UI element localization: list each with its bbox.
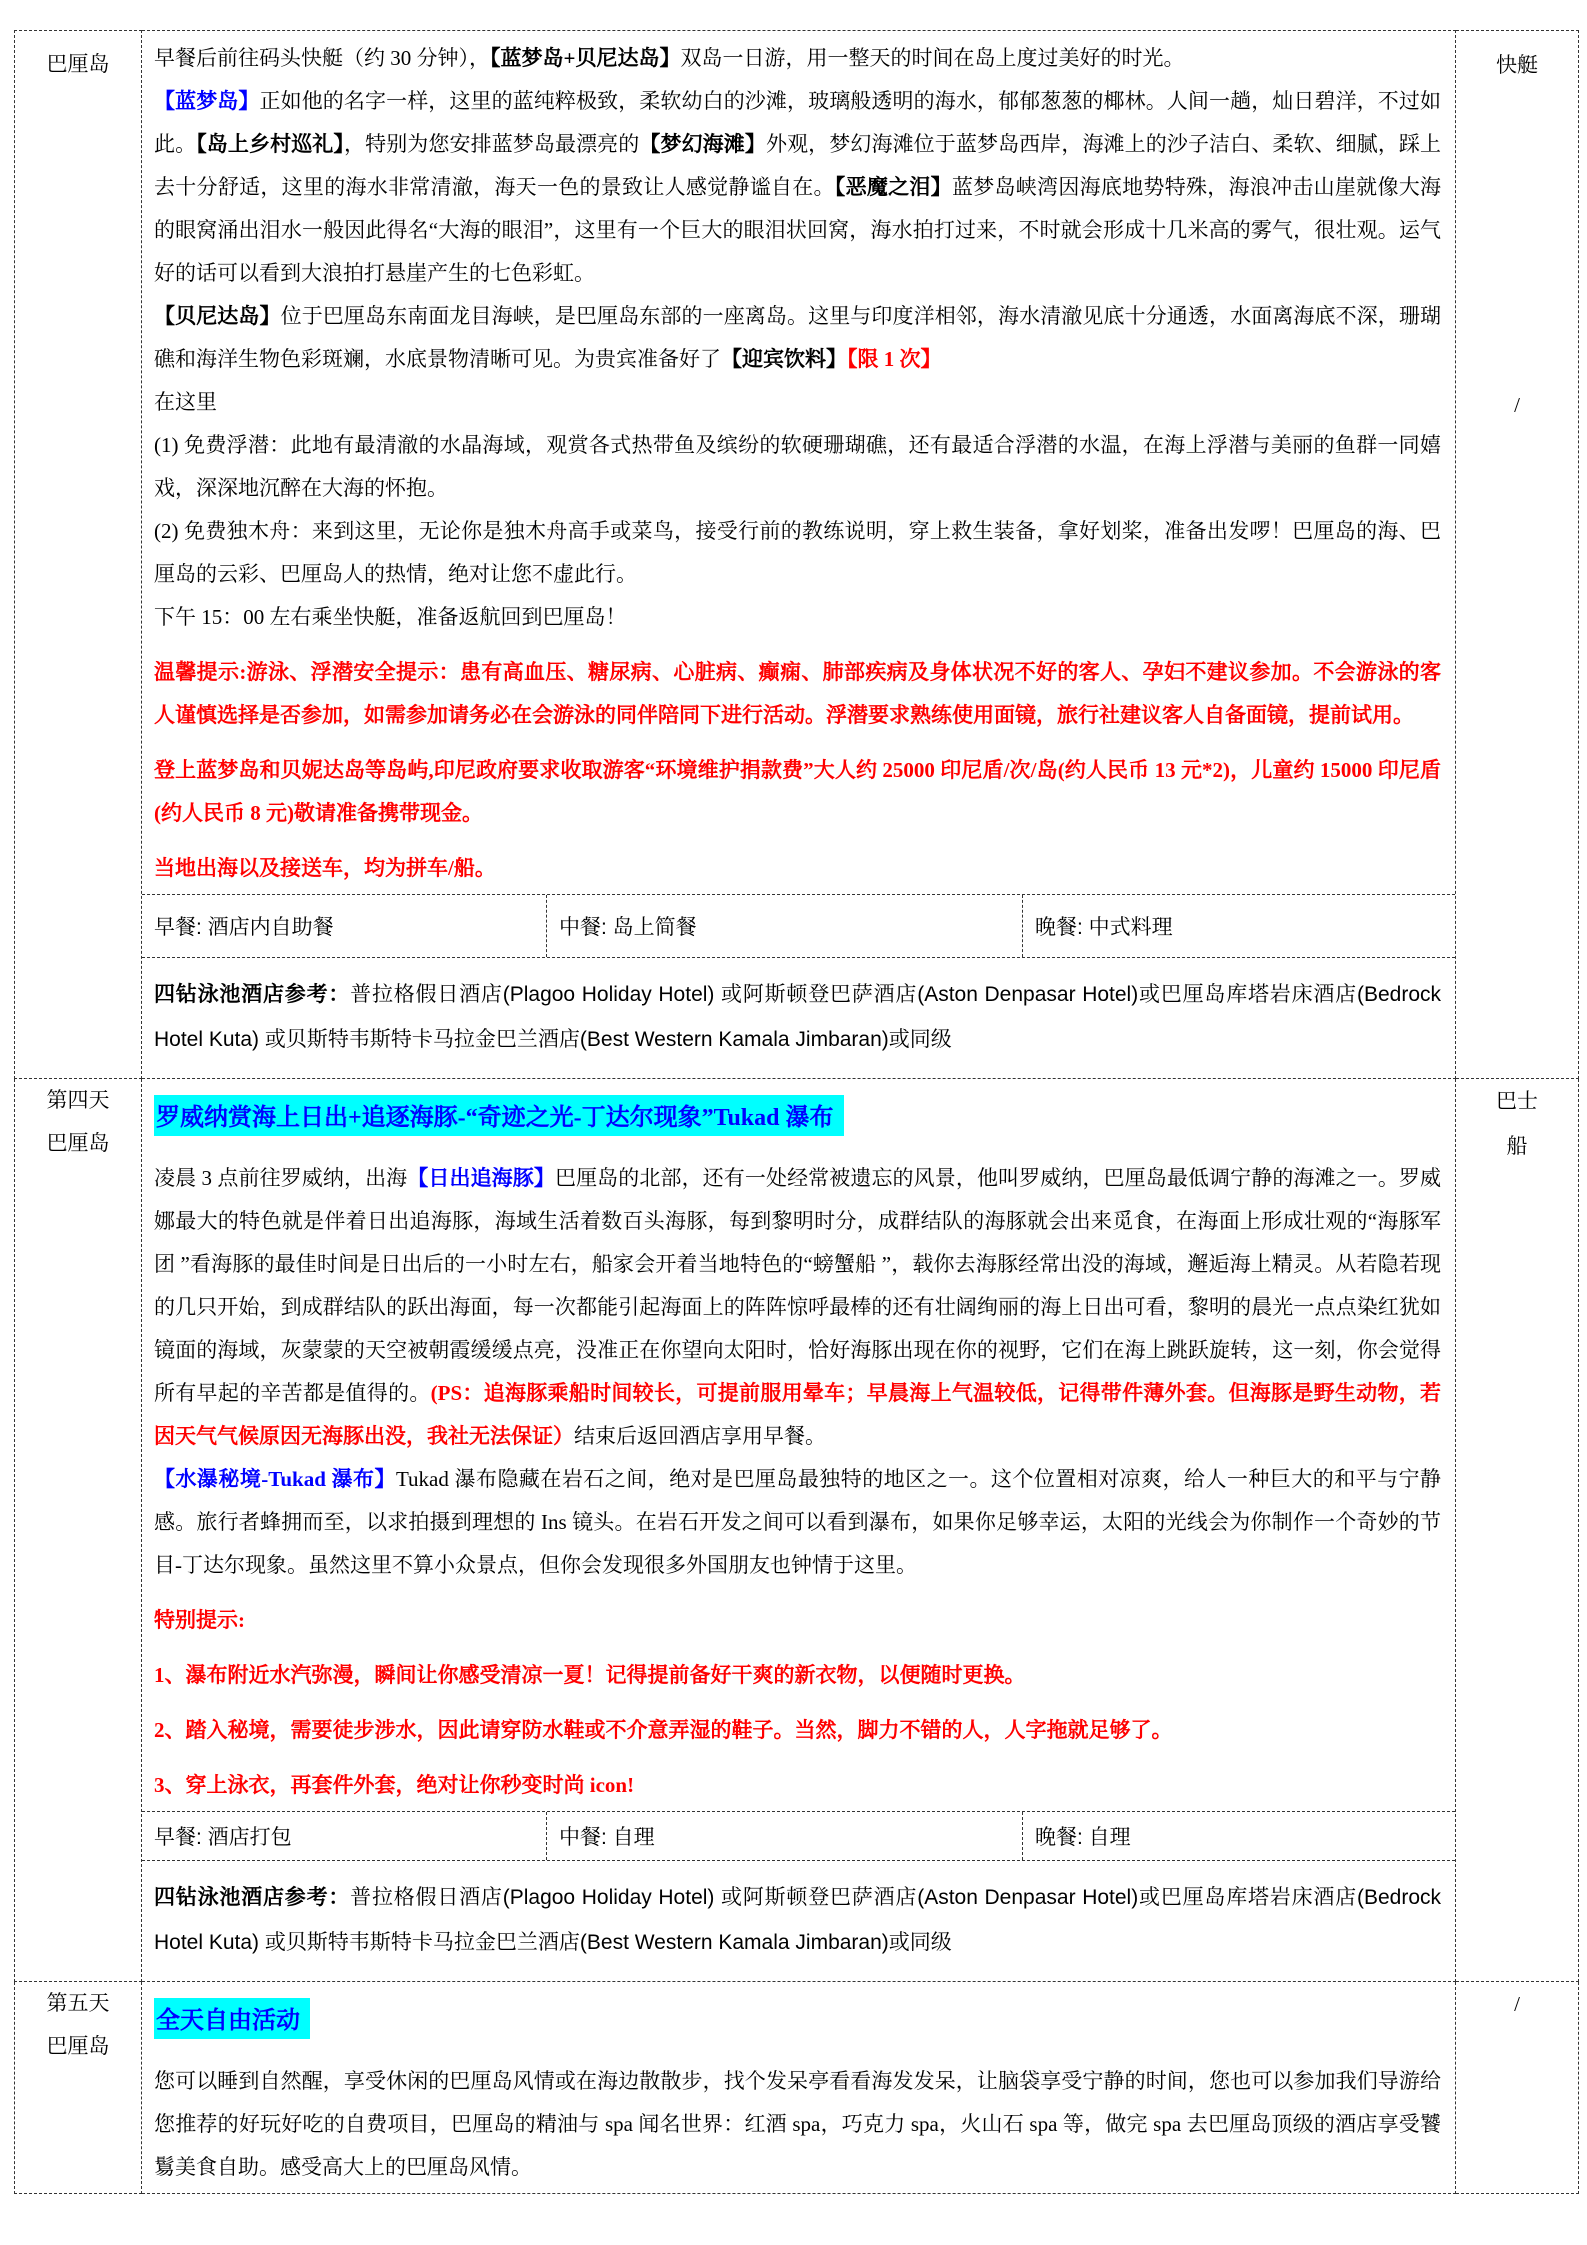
section-title — [154, 1093, 1441, 1143]
text-segment: 四钻泳池酒店参考： — [154, 983, 351, 1006]
text-segment: 【水瀑秘境-Tukad 瀑布】 — [154, 1467, 396, 1491]
text-line: 巴厘岛 — [46, 2034, 110, 2058]
text-line: 第四天 — [46, 1088, 110, 1112]
lunch-cell: 中餐: 岛上简餐 — [546, 895, 1022, 957]
paragraph — [154, 596, 1441, 639]
paragraph — [154, 2060, 1441, 2189]
paragraph — [154, 1599, 1441, 1642]
text-segment: 普拉格假日酒店(Plagoo Holiday Hotel) 或阿斯顿登巴萨酒店(Aston Denpasar Hotel)或巴厘岛库塔岩床酒店(Bedrock Hotel Kuta) 或贝斯特韦斯特卡马拉金巴兰酒店(Best Western Kamala Jimbaran)或同级 — [154, 983, 1441, 1051]
day-row-day4 — [15, 1079, 1579, 1982]
paragraph — [154, 37, 1441, 80]
text-segment: 【蓝梦岛+贝尼达岛】 — [490, 46, 681, 70]
text-segment: 双岛一日游，用一整天的时间在岛上度过美好的时光。 — [680, 46, 1185, 70]
text-segment: 温馨提示:游泳、浮潜安全提示：患有高血压、糖尿病、心脏病、癫痫、肺部疾病及身体状况不好的客人、孕妇不建议参加。不会游泳的客人谨慎选择是否参加，如需参加请务必在会游泳的同伴陪同下进行活动。浮潜要求熟练使用面镜，旅行社建议客人自备面镜，提前试用。 — [154, 660, 1441, 727]
text-segment: (2) 免费独木舟：来到这里，无论你是独木舟高手或菜鸟，接受行前的教练说明，穿上救生装备，拿好划桨，准备出发啰！巴厘岛的海、巴厘岛的云彩、巴厘岛人的热情，绝对让您不虚此行。 — [154, 519, 1441, 586]
text-segment: 特别提示: — [154, 1608, 245, 1632]
day-row-day5 — [15, 1982, 1579, 2194]
text-segment: 【迎宾饮料】 — [721, 347, 847, 371]
dinner-cell: 晚餐: 自理 — [1022, 1812, 1455, 1860]
text-segment: 【蓝梦岛】 — [154, 89, 260, 113]
breakfast-cell: 早餐: 酒店内自助餐 — [154, 916, 334, 939]
paragraph — [154, 80, 1441, 295]
day-label-cell — [15, 1079, 142, 1982]
itinerary-text — [142, 1982, 1455, 2193]
text-segment: 凌晨 3 点前往罗威纳，出海 — [154, 1166, 408, 1190]
paragraph — [154, 651, 1441, 737]
paragraph — [154, 1458, 1441, 1587]
transport-label — [1456, 31, 1578, 428]
text-segment: 【贝尼达岛】 — [154, 304, 281, 328]
text-segment: 登上蓝梦岛和贝妮达岛等岛屿,印尼政府要求收取游客“环境维护捐款费”大人约 25000 印尼盾/次/岛(约人民币 13 元*2)，儿童约 15000 印尼盾(约人民币 8 元)敬请准备携带现金。 — [154, 758, 1441, 825]
meals-row — [142, 894, 1455, 958]
text-segment: (1) 免费浮潜：此地有最清澈的水晶海域，观赏各式热带鱼及缤纷的软硬珊瑚礁，还有最适合浮潜的水温，在海上浮潜与美丽的鱼群一同嬉戏，深深地沉醉在大海的怀抱。 — [154, 433, 1441, 500]
text-segment: 【梦幻海滩】 — [639, 132, 766, 156]
transport-cell — [1456, 1982, 1579, 2194]
dinner-cell: 晚餐: 中式料理 — [1022, 895, 1455, 957]
section-title — [154, 1996, 1441, 2046]
day-label — [15, 1079, 141, 1165]
text-line: / — [1514, 1992, 1520, 2016]
breakfast-cell: 早餐: 酒店打包 — [154, 1826, 292, 1849]
paragraph — [154, 1764, 1441, 1807]
text-segment: 早餐后前往码头快艇（约 30 分钟）， — [154, 46, 490, 70]
paragraph — [154, 510, 1441, 596]
day-label — [15, 31, 141, 86]
paragraph — [154, 381, 1441, 424]
lunch-cell: 中餐: 自理 — [546, 1812, 1022, 1860]
text-segment: 全天自由活动 — [154, 1998, 310, 2039]
text-segment: 罗威纳赏海上日出+追逐海豚-“奇迹之光-丁达尔现象”Tukad 瀑布 — [154, 1095, 844, 1136]
transport-label — [1456, 1079, 1578, 1169]
text-segment: 【岛上乡村巡礼】 — [196, 132, 344, 156]
text-line: 快艇 — [1496, 53, 1538, 77]
text-segment: 【日出追海豚】 — [407, 1166, 555, 1190]
text-segment: 1、瀑布附近水汽弥漫，瞬间让你感受清凉一夏！记得提前备好干爽的新衣物，以便随时更换。 — [154, 1663, 1026, 1687]
paragraph — [154, 749, 1441, 835]
paragraph — [154, 1709, 1441, 1752]
text-segment: 蓝梦岛峡湾因海底地势特殊，海浪冲击山崖就像大海的眼窝涌出泪水一般因此得名“大海的眼泪”，这里有一个巨大的眼泪状回窝，海水拍打过来，不时就会形成十几米高的雾气，很壮观。运气好的话可以看到大浪拍打悬崖产生的七色彩虹。 — [154, 175, 1442, 285]
text-line: 巴士 — [1496, 1089, 1538, 1113]
text-segment: 外观，梦幻海滩位于蓝梦岛西岸，海滩上的沙子洁白、柔软、细腻，踩上去十分舒适，这里的海水非常清澈，海天一色的景致让人感觉静谧自在。 — [154, 132, 1442, 199]
meals-row — [142, 1811, 1455, 1861]
text-segment: 普拉格假日酒店(Plagoo Holiday Hotel) 或阿斯顿登巴萨酒店(Aston Denpasar Hotel)或巴厘岛库塔岩床酒店(Bedrock Hotel Kuta) 或贝斯特韦斯特卡马拉金巴兰酒店(Best Western Kamala Jimbaran)或同级 — [154, 1886, 1441, 1954]
text-segment: 在这里 — [154, 390, 217, 414]
text-segment: 2、踏入秘境，需要徒步涉水，因此请穿防水鞋或不介意弄湿的鞋子。当然，脚力不错的人，人字拖就足够了。 — [154, 1718, 1173, 1742]
day-row-bali-islands — [15, 31, 1579, 1079]
hotel-reference — [142, 1861, 1455, 1981]
text-segment: 【限 1 次】 — [847, 347, 942, 371]
text-line: 巴厘岛 — [46, 52, 110, 76]
itinerary-cell — [142, 1079, 1456, 1982]
text-segment: 当地出海以及接送车，均为拼车/船。 — [154, 856, 496, 880]
text-segment: Tukad 瀑布隐藏在岩石之间，绝对是巴厘岛最独特的地区之一。这个位置相对凉爽，给人一种巨大的和平与宁静感。旅行者蜂拥而至，以求拍摄到理想的 Ins 镜头。在岩石开发之间可以看到瀑布，如果你足够幸运，太阳的光线会为你制作一个奇妙的节目-丁达尔现象。虽然这里不算小众景点，但你会发现很多外国朋友也钟情于这里。 — [154, 1467, 1442, 1577]
text-line: 巴厘岛 — [46, 1131, 110, 1155]
transport-cell — [1456, 1079, 1579, 1982]
text-segment: 您可以睡到自然醒，享受休闲的巴厘岛风情或在海边散散步，找个发呆亭看看海发发呆，让脑袋享受宁静的时间，您也可以参加我们导游给您推荐的好玩好吃的自费项目，巴厘岛的精油与 spa 闻名世界：红酒 spa，巧克力 spa，火山石 spa 等，做完 spa 去巴厘岛顶级的酒店享受饕鬄美食自助。感受高大上的巴厘岛风情。 — [154, 2069, 1441, 2179]
day-label-cell — [15, 31, 142, 1079]
text-line: / — [1514, 393, 1520, 417]
itinerary-cell — [142, 31, 1456, 1079]
paragraph — [154, 1654, 1441, 1697]
text-segment: 正如他的名字一样，这里的蓝纯粹极致，柔软幼白的沙滩，玻璃般透明的海水，郁郁葱葱的椰林。人间一趟，灿日碧洋，不过如此。 — [154, 89, 1441, 156]
transport-cell — [1456, 31, 1579, 1079]
itinerary-cell — [142, 1982, 1456, 2194]
text-segment: (PS：追海豚乘船时间较长，可提前服用晕车；早晨海上气温较低，记得带件薄外套。但海豚是野生动物，若因天气气候原因无海豚出没，我社无法保证） — [154, 1381, 1442, 1448]
text-segment: 位于巴厘岛东南面龙目海峡，是巴厘岛东部的一座离岛。这里与印度洋相邻，海水清澈见底十分通透，水面离海底不深，珊瑚礁和海洋生物色彩斑斓，水底景物清晰可见。为贵宾准备好了 — [154, 304, 1442, 371]
itinerary-text — [142, 31, 1455, 894]
text-segment: 【恶魔之泪】 — [834, 175, 952, 199]
transport-label — [1456, 1982, 1578, 2027]
text-segment: 巴厘岛的北部，还有一处经常被遗忘的风景，他叫罗威纳，巴厘岛最低调宁静的海滩之一。罗威娜最大的特色就是伴着日出追海豚，海域生活着数百头海豚，每到黎明时分，成群结队的海豚就会出来觅食，在海面上形成壮观的“海豚军团 ”看海豚的最佳时间是日出后的一小时左右，船家会开着当地特色的“螃蟹船 ”，载你去海豚经常出没的海域，邂逅海上精灵。从若隐若现的几只开始，到成群结队的跃出海面，每一次都能引起海面上的阵阵惊呼最棒的还有壮阔绚丽的海上日出可看，黎明的晨光一点点染红犹如镜面的海域，灰蒙蒙的天空被朝霞缓缓点亮，没准正在你望向太阳时，恰好海豚出现在你的视野，它们在海上跳跃旋转，这一刻，你会觉得所有早起的辛苦都是值得的。 — [154, 1166, 1442, 1405]
text-segment: 结束后返回酒店享用早餐。 — [574, 1424, 826, 1448]
paragraph — [154, 847, 1441, 890]
day-label-cell — [15, 1982, 142, 2194]
paragraph — [154, 424, 1441, 510]
text-line: 船 — [1506, 1134, 1528, 1158]
text-segment: 下午 15：00 左右乘坐快艇，准备返航回到巴厘岛！ — [154, 605, 627, 629]
paragraph — [154, 295, 1441, 381]
hotel-reference — [142, 958, 1455, 1078]
text-segment: 3、穿上泳衣，再套件外套，绝对让你秒变时尚 icon! — [154, 1773, 635, 1797]
paragraph — [154, 1157, 1441, 1458]
text-segment: ，特别为您安排蓝梦岛最漂亮的 — [344, 132, 640, 156]
day-label — [15, 1982, 141, 2068]
itinerary-table — [14, 30, 1579, 2194]
text-line: 第五天 — [46, 1991, 110, 2015]
itinerary-text — [142, 1079, 1455, 1811]
text-segment: 四钻泳池酒店参考： — [154, 1886, 351, 1909]
